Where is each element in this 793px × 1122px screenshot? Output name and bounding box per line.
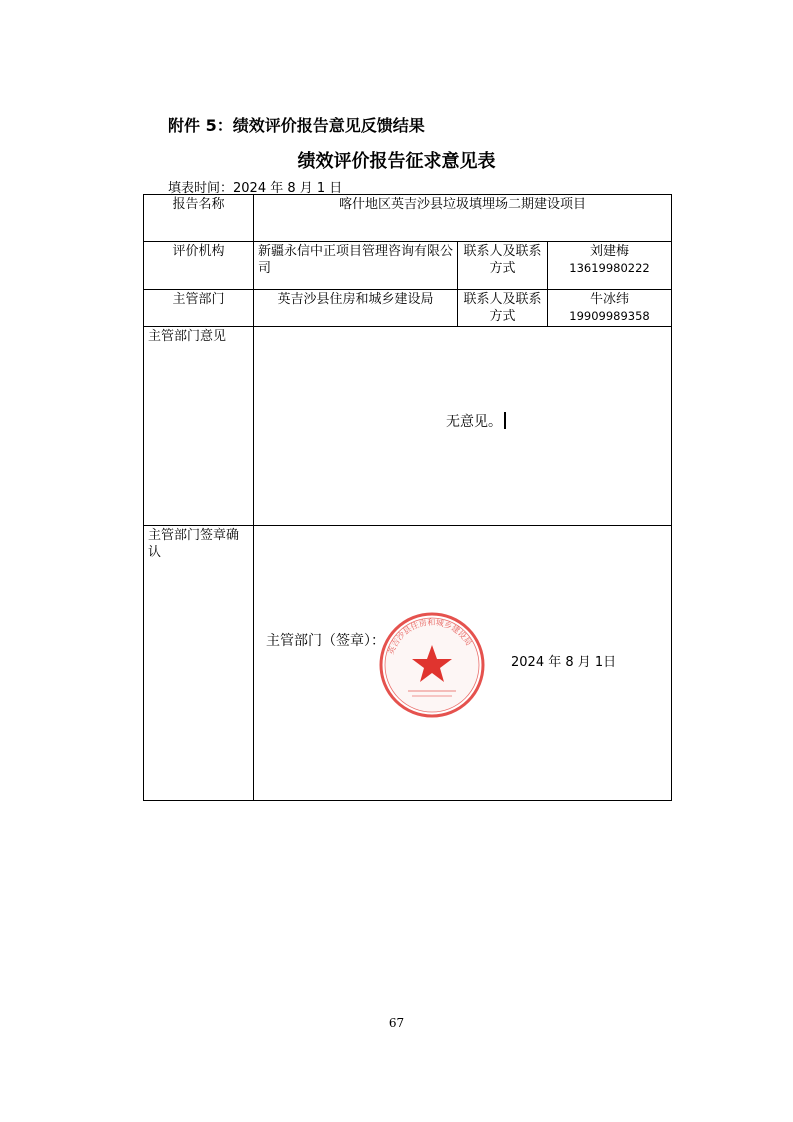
dept-opinion-cell xyxy=(254,327,672,526)
dept-contact-phone: 19909989358 xyxy=(569,309,650,323)
dept-opinion-text xyxy=(446,412,506,431)
page-number: 67 xyxy=(388,1016,405,1030)
dept-sign-label: 主管部门（签章）： xyxy=(266,633,385,649)
dept-opinion-value: 无意见。 xyxy=(446,414,502,430)
eval-contact-label: 联系人及联系方式 xyxy=(458,242,548,290)
dept-value: 英吉沙县住房和城乡建设局 xyxy=(254,290,458,327)
dept-confirm-cell xyxy=(254,526,672,801)
attachment-title: 附件 5：绩效评价报告意见反馈结果 xyxy=(168,116,425,135)
sign-date: 2024 年 8 月 1日 xyxy=(511,655,617,670)
eval-org-value: 新疆永信中正项目管理咨询有限公司 xyxy=(254,242,458,290)
dept-contact-label: 联系人及联系方式 xyxy=(458,290,548,327)
report-name-value: 喀什地区英吉沙县垃圾填埋场二期建设项目 xyxy=(254,195,672,242)
fill-time: 填表时间：2024 年 8 月 1 日 xyxy=(168,181,343,196)
eval-contact-phone: 13619980222 xyxy=(569,261,650,275)
form-title: 绩效评价报告征求意见表 xyxy=(297,151,496,172)
dept-opinion-label: 主管部门意见 xyxy=(144,327,254,526)
text-cursor xyxy=(504,412,506,429)
eval-contact-cell xyxy=(548,242,672,290)
dept-contact-name: 牛冰纬 xyxy=(590,292,630,307)
eval-org-label: 评价机构 xyxy=(144,242,254,290)
official-seal xyxy=(378,611,486,719)
dept-label: 主管部门 xyxy=(144,290,254,327)
dept-confirm-label: 主管部门签章确认 xyxy=(144,526,254,801)
dept-contact-cell xyxy=(548,290,672,327)
eval-contact-name: 刘建梅 xyxy=(590,244,630,259)
seal-text: 英吉沙县住房和城乡建设局 xyxy=(386,617,474,656)
feedback-form-table xyxy=(143,194,672,801)
report-name-label: 报告名称 xyxy=(144,195,254,242)
